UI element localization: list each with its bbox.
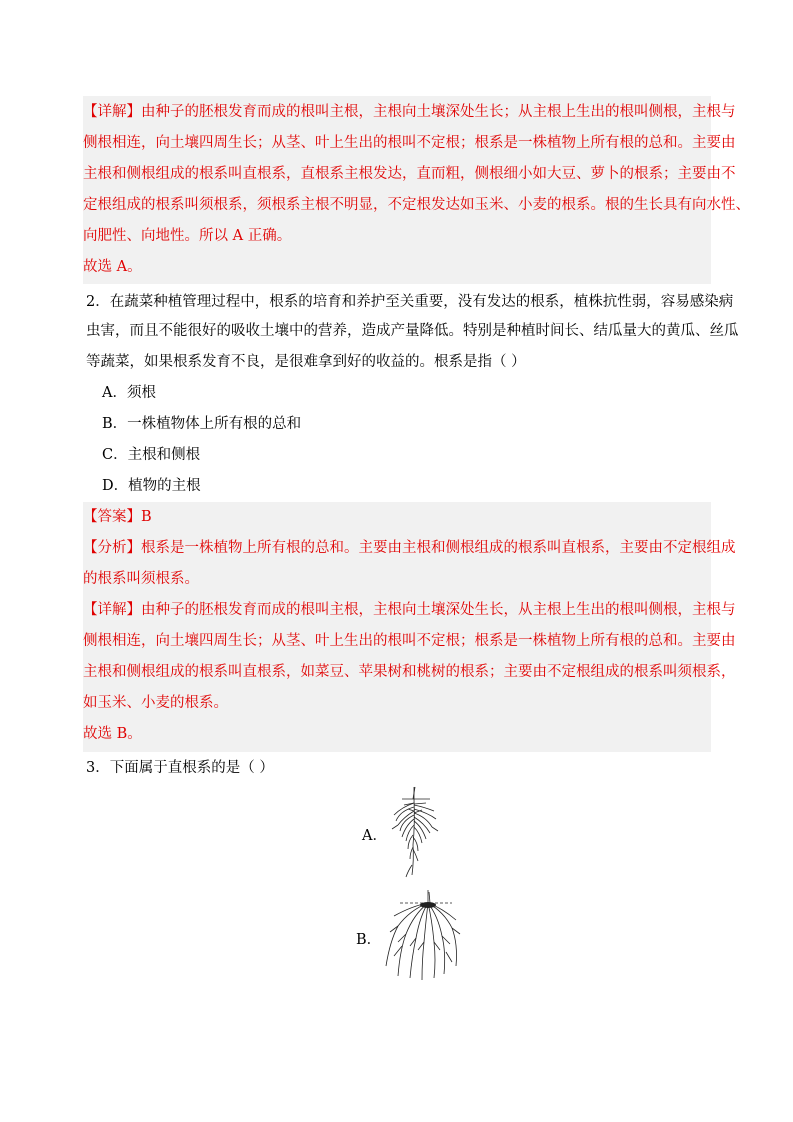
q1-conclusion: 故选 A。 — [83, 259, 142, 275]
q2-option-d: D．植物的主根 — [102, 478, 201, 494]
q1-detail-line-5: 向肥性、向地性。所以 A 正确。 — [83, 228, 292, 244]
q1-detail-line-2: 侧根相连，向土壤四周生长；从茎、叶上生出的根叫不定根；根系是一株植物上所有根的总和。主要由 — [83, 135, 736, 151]
q2-stem-line-2: 虫害，而且不能很好的吸收土壤中的营养，造成产量降低。特别是种植时间长、结瓜量大的黄瓜、丝瓜 — [86, 323, 739, 339]
q2-detail-line-1: 【详解】由种子的胚根发育而成的根叫主根，主根向土壤深处生长，从主根上生出的根叫侧根，主根与 — [83, 602, 736, 618]
q2-detail-line-2: 侧根相连，向土壤四周生长；从茎、叶上生出的根叫不定根；根系是一株植物上所有根的总和。主要由 — [83, 633, 736, 649]
detail-tag: 【详解】 — [83, 104, 141, 120]
q2-option-a: A．须根 — [102, 385, 156, 401]
q3-stem: 3．下面属于直根系的是（ ） — [86, 760, 274, 776]
q1-detail-line-4: 定根组成的根系叫须根系，须根系主根不明显，不定根发达如玉米、小麦的根系。根的生长具有向水性、 — [83, 197, 750, 213]
q2-option-c: C．主根和侧根 — [102, 447, 201, 463]
q2-analysis-line-1: 【分析】根系是一株植物上所有根的总和。主要由主根和侧根组成的根系叫直根系，主要由不定根组成 — [83, 540, 736, 556]
q2-answer: 【答案】B — [83, 509, 152, 525]
q2-analysis-line-2: 的根系叫须根系。 — [83, 571, 199, 587]
q2-answer-block — [83, 502, 736, 752]
q2-detail-line-3: 主根和侧根组成的根系叫直根系，如菜豆、苹果树和桃树的根系；主要由不定根组成的根系叫须根系， — [83, 664, 736, 680]
q2-stem-line-3: 等蔬菜，如果根系发育不良，是很难拿到好的收益的。根系是指（ ） — [86, 354, 526, 370]
q2-option-b: B．一株植物体上所有根的总和 — [102, 416, 302, 432]
q3-option-a-label: A． — [362, 828, 387, 844]
q2-detail-line-4: 如玉米、小麦的根系。 — [83, 695, 228, 711]
root-image-a — [384, 785, 444, 885]
q1-detail-line-3: 主根和侧根组成的根系叫直根系，直根系主根发达，直而粗，侧根细小如大豆、萝卜的根系；主要由不 — [83, 166, 736, 182]
q2-stem-line-1: 2．在蔬菜种植管理过程中，根系的培育和养护至关重要，没有发达的根系，植株抗性弱，容易感染病 — [86, 294, 734, 310]
q1-detail-line-1: 【详解】由种子的胚根发育而成的根叫主根，主根向土壤深处生长；从主根上生出的根叫侧根，主根与 — [83, 104, 736, 120]
q1-detail-block — [83, 96, 750, 284]
q2-conclusion: 故选 B。 — [83, 726, 142, 742]
q3-option-b-label: B． — [356, 932, 382, 948]
root-image-b — [380, 886, 464, 982]
